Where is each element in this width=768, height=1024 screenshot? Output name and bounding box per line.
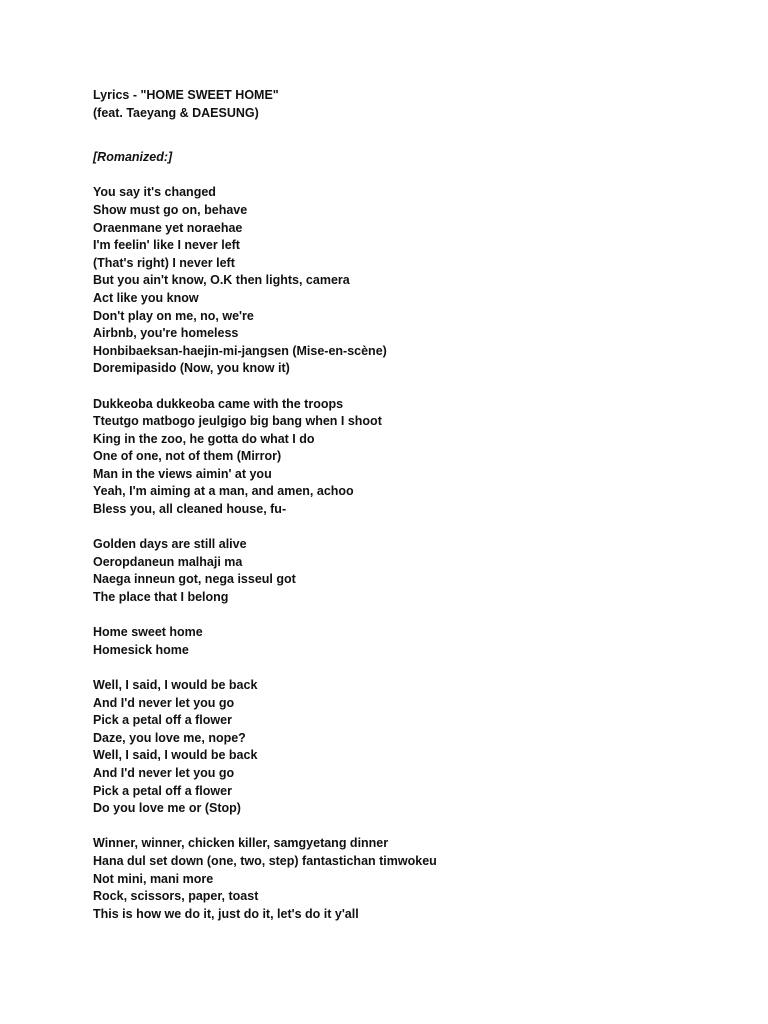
spacer xyxy=(93,519,733,537)
lyric-line: Winner, winner, chicken killer, samgyetang dinner xyxy=(93,836,389,851)
spacer xyxy=(93,378,733,396)
spacer xyxy=(93,607,733,625)
lyric-line: Naega inneun got, nega isseul got xyxy=(93,572,296,587)
stanza-1 xyxy=(93,184,733,378)
stanza-4 xyxy=(93,624,733,659)
stanza-2 xyxy=(93,396,733,519)
section-label: [Romanized:] xyxy=(93,150,173,165)
lyric-line: I'm feelin' like I never left xyxy=(93,238,240,253)
lyric-line: Doremipasido (Now, you know it) xyxy=(93,361,290,376)
lyric-line: Do you love me or (Stop) xyxy=(93,801,241,816)
spacer xyxy=(93,167,733,185)
document-featuring: (feat. Taeyang & DAESUNG) xyxy=(93,105,259,120)
lyric-line: Homesick home xyxy=(93,642,189,657)
lyric-line: And I'd never let you go xyxy=(93,765,235,780)
lyric-line: Dukkeoba dukkeoba came with the troops xyxy=(93,396,344,411)
lyric-line: This is how we do it, just do it, let's do it y'all xyxy=(93,906,359,921)
spacer xyxy=(93,659,733,677)
lyric-line: The place that I belong xyxy=(93,590,229,605)
lyric-line: Act like you know xyxy=(93,290,199,305)
lyric-line: And I'd never let you go xyxy=(93,695,235,710)
lyric-line: Show must go on, behave xyxy=(93,202,248,217)
lyric-line: King in the zoo, he gotta do what I do xyxy=(93,431,315,446)
lyric-line: Oeropdaneun malhaji ma xyxy=(93,554,243,569)
stanza-5 xyxy=(93,677,733,818)
lyric-line: Man in the views aimin' at you xyxy=(93,466,272,481)
lyric-line: Bless you, all cleaned house, fu- xyxy=(93,502,287,517)
lyric-line: Honbibaeksan-haejin-mi-jangsen (Mise-en-scène) xyxy=(93,343,387,358)
stanza-3 xyxy=(93,536,733,606)
lyric-line: Not mini, mani more xyxy=(93,871,214,886)
lyric-line: You say it's changed xyxy=(93,185,216,200)
stanza-6 xyxy=(93,835,733,923)
spacer xyxy=(93,122,733,149)
lyric-line: Hana dul set down (one, two, step) fantastichan timwokeu xyxy=(93,853,437,868)
lyric-line: Home sweet home xyxy=(93,625,203,640)
lyric-line: (That's right) I never left xyxy=(93,255,235,270)
lyric-line: But you ain't know, O.K then lights, camera xyxy=(93,273,350,288)
lyrics-document xyxy=(93,87,733,923)
spacer xyxy=(93,818,733,836)
lyric-line: Pick a petal off a flower xyxy=(93,713,232,728)
lyric-line: One of one, not of them (Mirror) xyxy=(93,449,282,464)
lyric-line: Oraenmane yet noraehae xyxy=(93,220,243,235)
lyric-line: Airbnb, you're homeless xyxy=(93,326,239,341)
lyric-line: Tteutgo matbogo jeulgigo big bang when I shoot xyxy=(93,414,382,429)
lyric-line: Golden days are still alive xyxy=(93,537,247,552)
lyric-line: Well, I said, I would be back xyxy=(93,678,258,692)
lyric-line: Yeah, I'm aiming at a man, and amen, achoo xyxy=(93,484,354,499)
lyric-line: Don't play on me, no, we're xyxy=(93,308,254,323)
document-title: Lyrics - "HOME SWEET HOME" xyxy=(93,88,279,102)
lyric-line: Pick a petal off a flower xyxy=(93,783,232,798)
lyric-line: Daze, you love me, nope? xyxy=(93,730,246,745)
lyric-line: Well, I said, I would be back xyxy=(93,748,258,763)
lyric-line: Rock, scissors, paper, toast xyxy=(93,889,259,904)
